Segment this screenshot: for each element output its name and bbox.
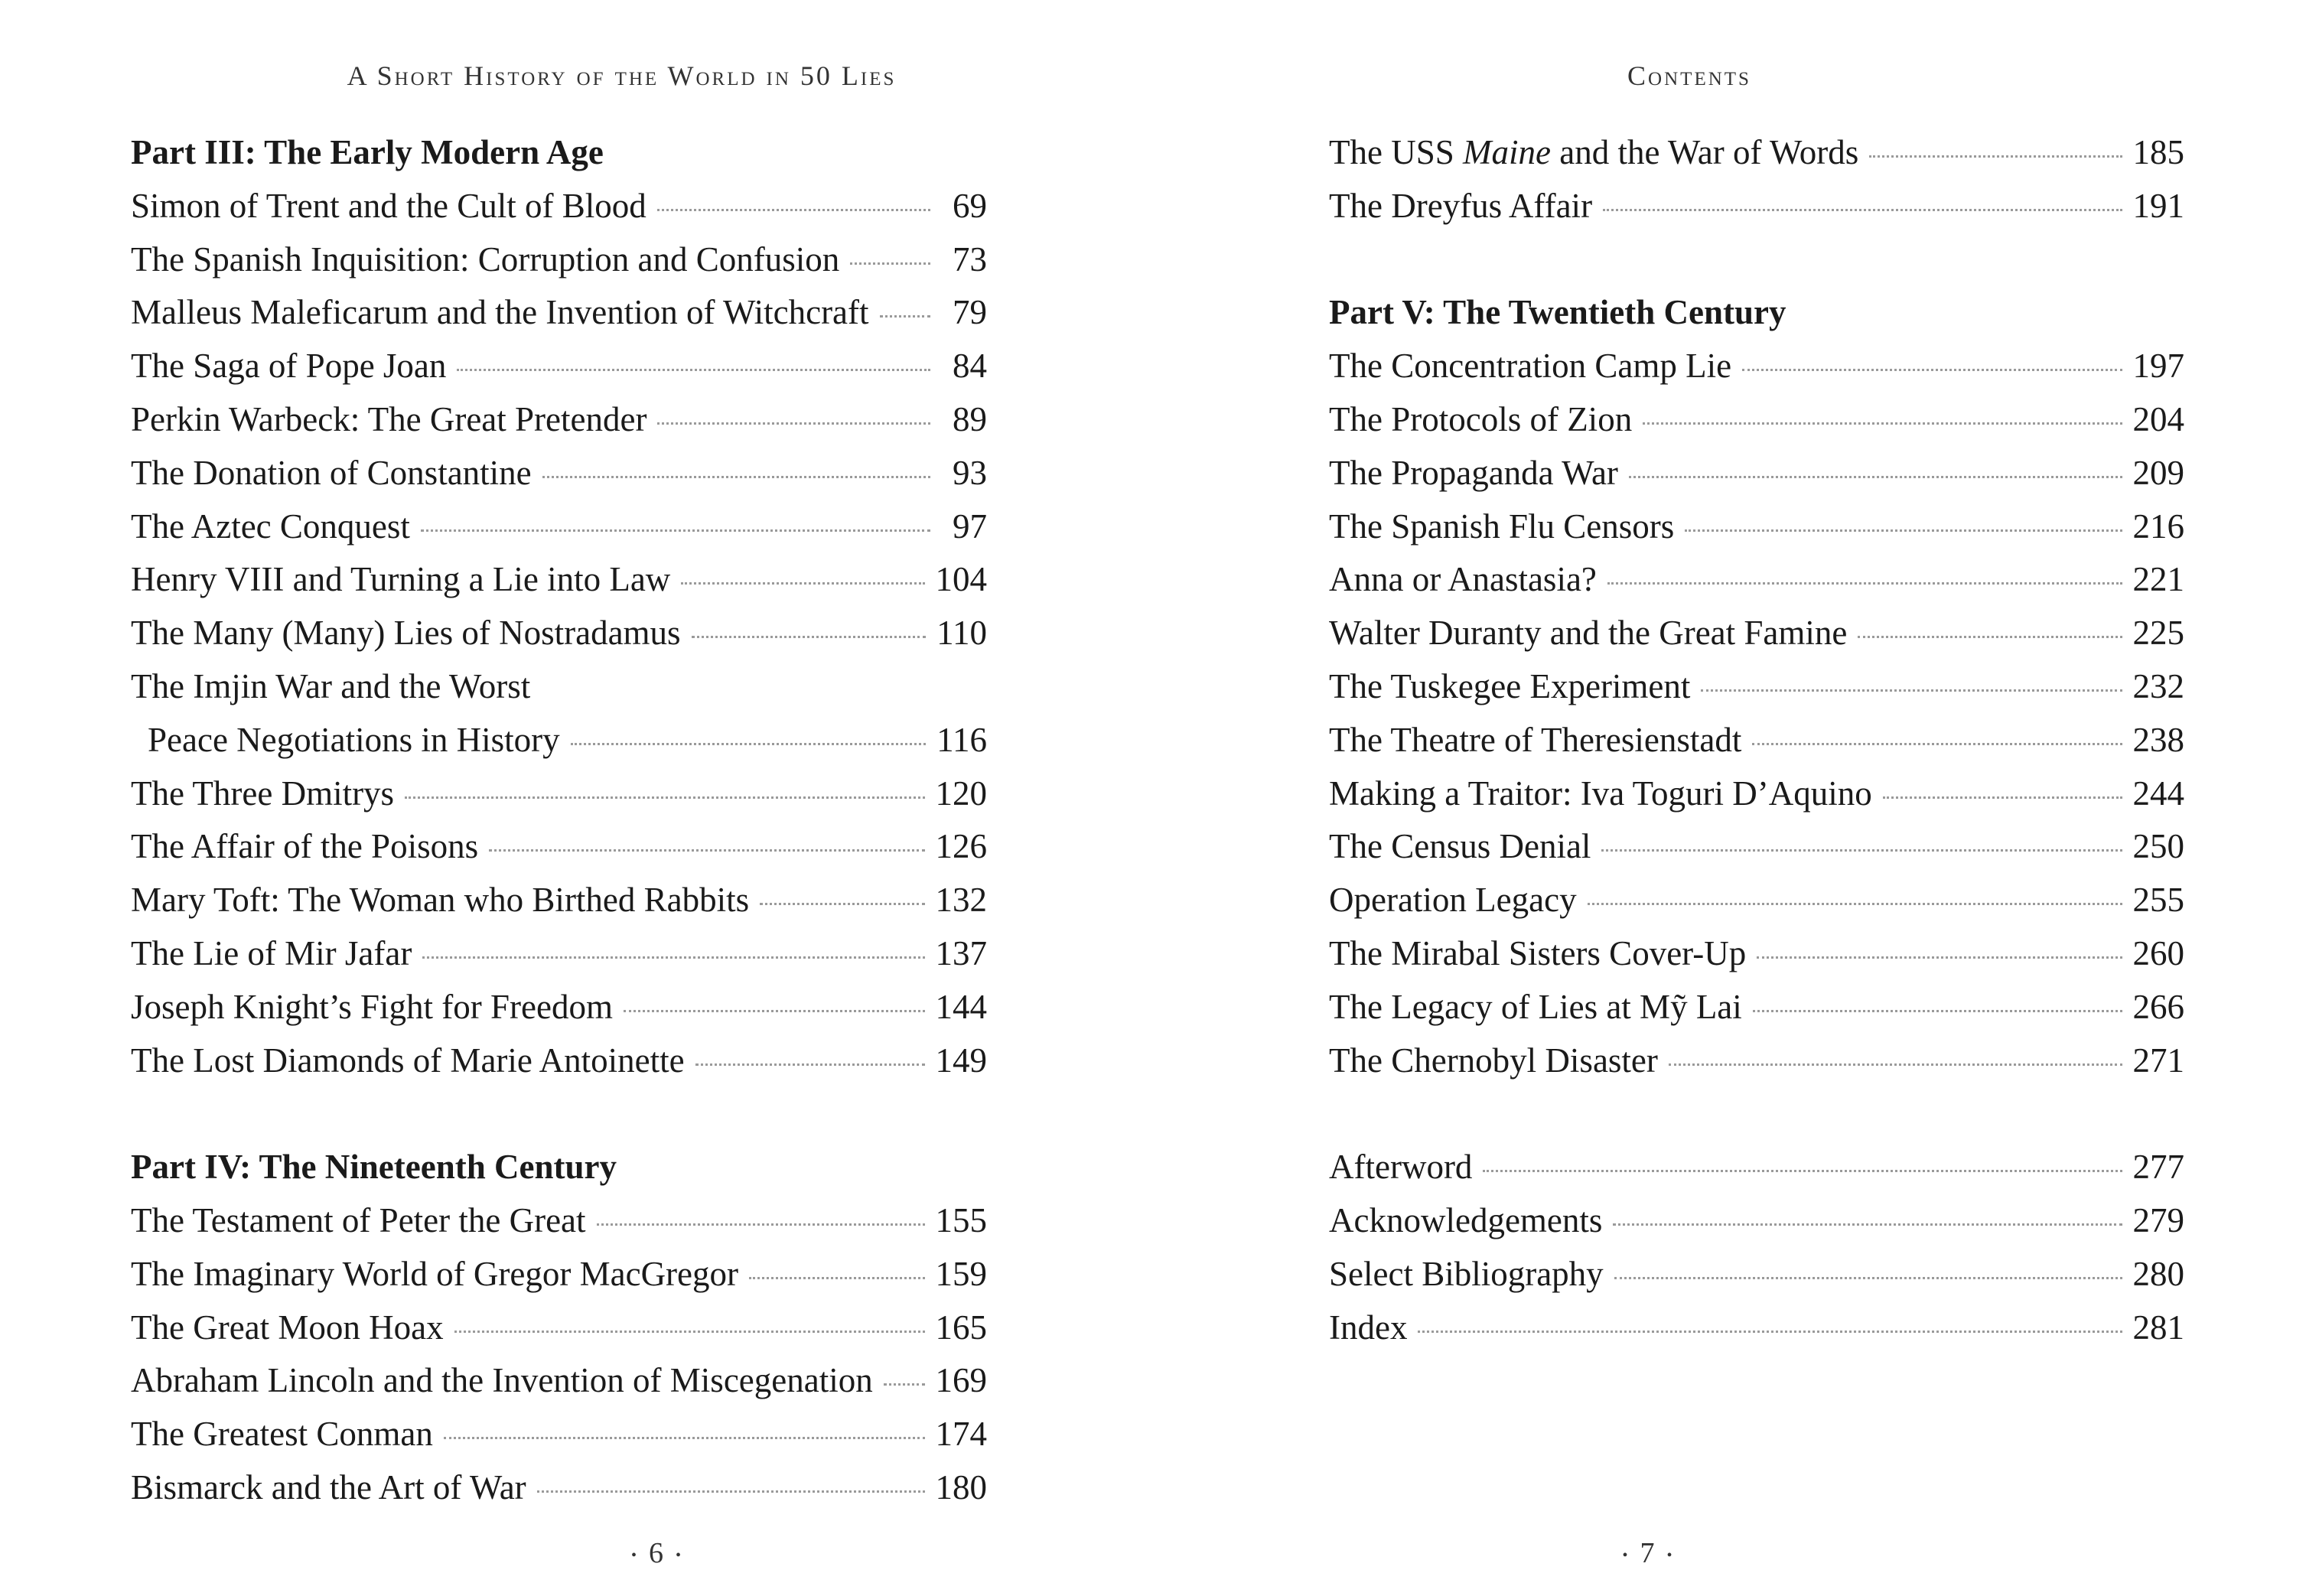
toc-entry[interactable]: The Lie of Mir Jafar 137	[131, 933, 987, 972]
toc-entry[interactable]: Anna or Anastasia? 221	[1329, 560, 2184, 599]
toc-entry[interactable]: The Saga of Pope Joan 84	[131, 347, 987, 386]
toc-entry-imjin-line2[interactable]: Peace Negotiations in History 116	[148, 720, 987, 759]
toc-entry[interactable]: The Mirabal Sisters Cover-Up 260	[1329, 933, 2184, 972]
toc-left	[131, 126, 987, 1515]
toc-entry-back-matter[interactable]: Afterword 277	[1329, 1148, 2184, 1187]
toc-entry[interactable]: Henry VIII and Turning a Lie into Law 104	[131, 560, 987, 599]
page-number: • 7 •	[1622, 1537, 1672, 1569]
toc-entry[interactable]: The Affair of the Poisons 126	[131, 827, 987, 866]
toc-entry[interactable]: The Testament of Peter the Great 155	[131, 1200, 987, 1239]
toc-entry-back-matter[interactable]: Index 281	[1329, 1308, 2184, 1347]
toc-entry[interactable]: Abraham Lincoln and the Invention of Miscegenation 169	[131, 1361, 987, 1400]
toc-entry[interactable]: The Protocols of Zion 204	[1329, 399, 2184, 438]
toc-entry[interactable]: The Greatest Conman 174	[131, 1415, 987, 1454]
toc-entry[interactable]: The Dreyfus Affair 191	[1329, 186, 2184, 225]
toc-entry[interactable]: The Aztec Conquest 97	[131, 506, 987, 546]
toc-entry[interactable]: Joseph Knight’s Fight for Freedom 144	[131, 987, 987, 1026]
toc-entry[interactable]: The Lost Diamonds of Marie Antoinette 149	[131, 1041, 987, 1080]
toc-entry[interactable]: Malleus Maleficarum and the Invention of Witchcraft 79	[131, 293, 987, 332]
toc-entry[interactable]: The Spanish Flu Censors 216	[1329, 506, 2184, 546]
part-heading: Part III: The Early Modern Age	[131, 133, 604, 171]
toc-entry[interactable]: Simon of Trent and the Cult of Blood 69	[131, 186, 987, 225]
toc-entry[interactable]: Walter Duranty and the Great Famine 225	[1329, 614, 2184, 653]
toc-entry[interactable]: Perkin Warbeck: The Great Pretender 89	[131, 399, 987, 438]
toc-entry[interactable]: The Concentration Camp Lie 197	[1329, 347, 2184, 386]
toc-entry[interactable]: The Propaganda War 209	[1329, 453, 2184, 492]
toc-entry[interactable]: Mary Toft: The Woman who Birthed Rabbits 132	[131, 881, 987, 920]
running-head-book-title: A Short History of the World in 50 Lies	[347, 60, 897, 91]
toc-entry[interactable]: The Spanish Inquisition: Corruption and Confusion 73	[131, 239, 987, 278]
toc-entry[interactable]: The Donation of Constantine 93	[131, 453, 987, 492]
section-gap	[1329, 1087, 2184, 1141]
toc-entry[interactable]: The Great Moon Hoax 165	[131, 1308, 987, 1347]
right-page	[1159, 0, 2319, 1596]
toc-entry[interactable]: The Census Denial 250	[1329, 827, 2184, 866]
running-head-contents: Contents	[1627, 60, 1751, 91]
part-heading: Part V: The Twentieth Century	[1329, 293, 1786, 332]
toc-entry-back-matter[interactable]: Acknowledgements 279	[1329, 1200, 2184, 1239]
toc-entry-imjin-line1[interactable]: The Imjin War and the Worst	[131, 666, 531, 705]
section-gap	[1329, 233, 2184, 287]
toc-entry-back-matter[interactable]: Select Bibliography 280	[1329, 1254, 2184, 1293]
part-heading: Part IV: The Nineteenth Century	[131, 1148, 617, 1187]
page-number: • 6 •	[630, 1537, 682, 1569]
toc-right	[1329, 126, 2184, 1354]
toc-entry[interactable]: The USS Maine and the War of Words 185	[1329, 133, 2184, 171]
toc-entry[interactable]: Operation Legacy 255	[1329, 881, 2184, 920]
toc-entry[interactable]: The Many (Many) Lies of Nostradamus 110	[131, 614, 987, 653]
left-page	[0, 0, 1159, 1596]
toc-entry[interactable]: The Tuskegee Experiment 232	[1329, 666, 2184, 705]
section-gap	[131, 1087, 987, 1141]
toc-entry[interactable]: Bismarck and the Art of War 180	[131, 1467, 987, 1506]
toc-entry[interactable]: The Chernobyl Disaster 271	[1329, 1041, 2184, 1080]
toc-entry[interactable]: The Legacy of Lies at Mỹ Lai 266	[1329, 987, 2184, 1026]
toc-entry[interactable]: The Theatre of Theresienstadt 238	[1329, 720, 2184, 759]
toc-entry[interactable]: Making a Traitor: Iva Toguri D’Aquino 244	[1329, 774, 2184, 813]
toc-entry[interactable]: The Three Dmitrys 120	[131, 774, 987, 813]
toc-entry[interactable]: The Imaginary World of Gregor MacGregor 159	[131, 1254, 987, 1293]
